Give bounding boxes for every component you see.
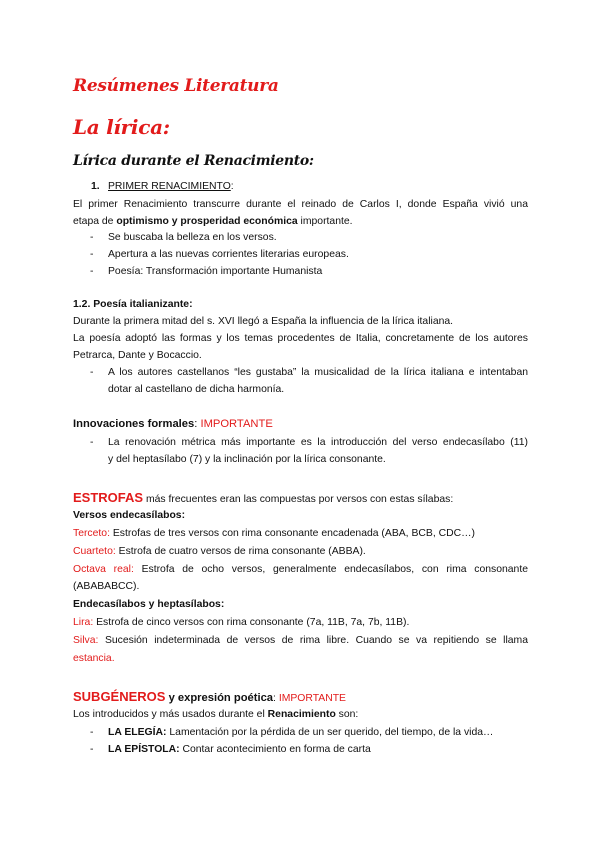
estrofas-intro (73, 489, 453, 508)
s1-heading-text: PRIMER RENACIMIENTO (108, 181, 231, 192)
text-run: Contar acontecimiento en forma de carta (179, 744, 371, 755)
text-run: Estrofa de ocho versos, generalmente endecasílabos, con rima consonante (133, 564, 528, 575)
innov-heading-text: Innovaciones formales (73, 418, 195, 430)
s1-paragraph-line1: El primer Renacimiento transcurre durante el reinado de Carlos I, donde España vivió una (73, 199, 528, 210)
colon: : (273, 693, 279, 704)
innov-bullet-line2: y del heptasílabo (7) y la inclinación por la lírica consonante. (108, 454, 386, 465)
dash-marker: - (90, 232, 94, 243)
s1-bullet: Se buscaba la belleza en los versos. (108, 232, 277, 243)
subgeneros-heading (73, 688, 346, 707)
octava-line2: (ABABABCC). (73, 581, 140, 592)
elegia-label: LA ELEGÍA: (108, 727, 167, 738)
silva-line (73, 632, 528, 649)
text-run: etapa de (73, 216, 117, 227)
s1-bullet: Poesía: Transformación importante Humanista (108, 266, 323, 277)
important-tag: IMPORTANTE (200, 418, 273, 430)
s12-bullet-line2: dotar al castellano de dicha harmonía. (108, 384, 285, 395)
text-run: Estrofas de tres versos con rima consonante encadenada (ABA, BCB, CDC…) (109, 528, 475, 539)
s12-line2: La poesía adoptó las formas y los temas procedentes de Italia, concretamente de los autores (73, 333, 528, 344)
text-run: Estrofa de cinco versos con rima consonante (7a, 11B, 7a, 7b, 11B). (93, 617, 410, 628)
bold-run: y expresión poética (165, 692, 274, 704)
text-run: Los introducidos y más usados durante el (73, 709, 268, 720)
s1-paragraph-line2 (73, 213, 353, 230)
subgeneros-intro (73, 706, 358, 723)
estrofas-keyword: ESTROFAS (73, 490, 144, 505)
elegia-item (108, 724, 493, 741)
text-run: Sucesión indeterminada de versos de rima libre. Cuando se va repitiendo se llama (98, 635, 528, 646)
bold-run: optimismo y prosperidad económica (116, 216, 298, 227)
document-title: Resúmenes Literatura (73, 76, 279, 96)
important-tag: IMPORTANTE (278, 693, 346, 704)
epistola-item (108, 741, 371, 758)
silva-label: Silva: (73, 635, 99, 646)
text-run: más frecuentes eran las compuestas por versos con estas sílabas: (143, 494, 454, 505)
lira-label: Lira: (73, 617, 94, 628)
estrofas-sub2: Endecasílabos y heptasílabos: (73, 599, 225, 610)
silva-line2: estancia. (73, 653, 115, 664)
colon: : (194, 418, 201, 430)
text-run: Lamentación por la pérdida de un ser querido, del tiempo, de la vida… (166, 727, 494, 738)
subgeneros-keyword: SUBGÉNEROS (73, 689, 166, 704)
s12-line1: Durante la primera mitad del s. XVI llegó a España la influencia de la lírica italiana. (73, 316, 454, 327)
list-number: 1. (91, 181, 100, 192)
terceto-line (73, 525, 475, 542)
innov-bullet-line1: La renovación métrica más importante es la introducción del verso endecasílabo (11) (108, 437, 528, 448)
s12-heading: 1.2. Poesía italianizante: (73, 299, 193, 310)
epistola-label: LA EPÍSTOLA: (108, 744, 180, 755)
s1-heading-colon: : (230, 181, 234, 192)
text-run: Estrofa de cuatro versos de rima consonante (ABBA). (115, 546, 366, 557)
subsection-heading: Lírica durante el Renacimiento: (73, 153, 314, 169)
estrofas-sub1: Versos endecasílabos: (73, 510, 186, 521)
dash-marker: - (90, 744, 94, 755)
cuarteto-line (73, 543, 366, 560)
text-run: importante. (297, 216, 353, 227)
s1-bullet: Apertura a las nuevas corrientes literarias europeas. (108, 249, 349, 260)
dash-marker: - (90, 249, 94, 260)
bold-run: Renacimiento (267, 709, 336, 720)
dash-marker: - (90, 437, 94, 448)
section-heading: La lírica: (73, 115, 170, 139)
dash-marker: - (90, 266, 94, 277)
s12-bullet-line1: A los autores castellanos “les gustaba” la musicalidad de la lírica italiana e intentaban (108, 367, 528, 378)
s1-heading (108, 178, 234, 195)
octava-label: Octava real: (73, 564, 134, 575)
innov-heading (73, 416, 273, 433)
lira-line (73, 614, 409, 631)
s12-line3: Petrarca, Dante y Bocaccio. (73, 350, 202, 361)
octava-line (73, 561, 528, 578)
dash-marker: - (90, 367, 94, 378)
cuarteto-label: Cuarteto: (73, 546, 116, 557)
terceto-label: Terceto: (73, 528, 110, 539)
dash-marker: - (90, 727, 94, 738)
text-run: son: (335, 709, 359, 720)
